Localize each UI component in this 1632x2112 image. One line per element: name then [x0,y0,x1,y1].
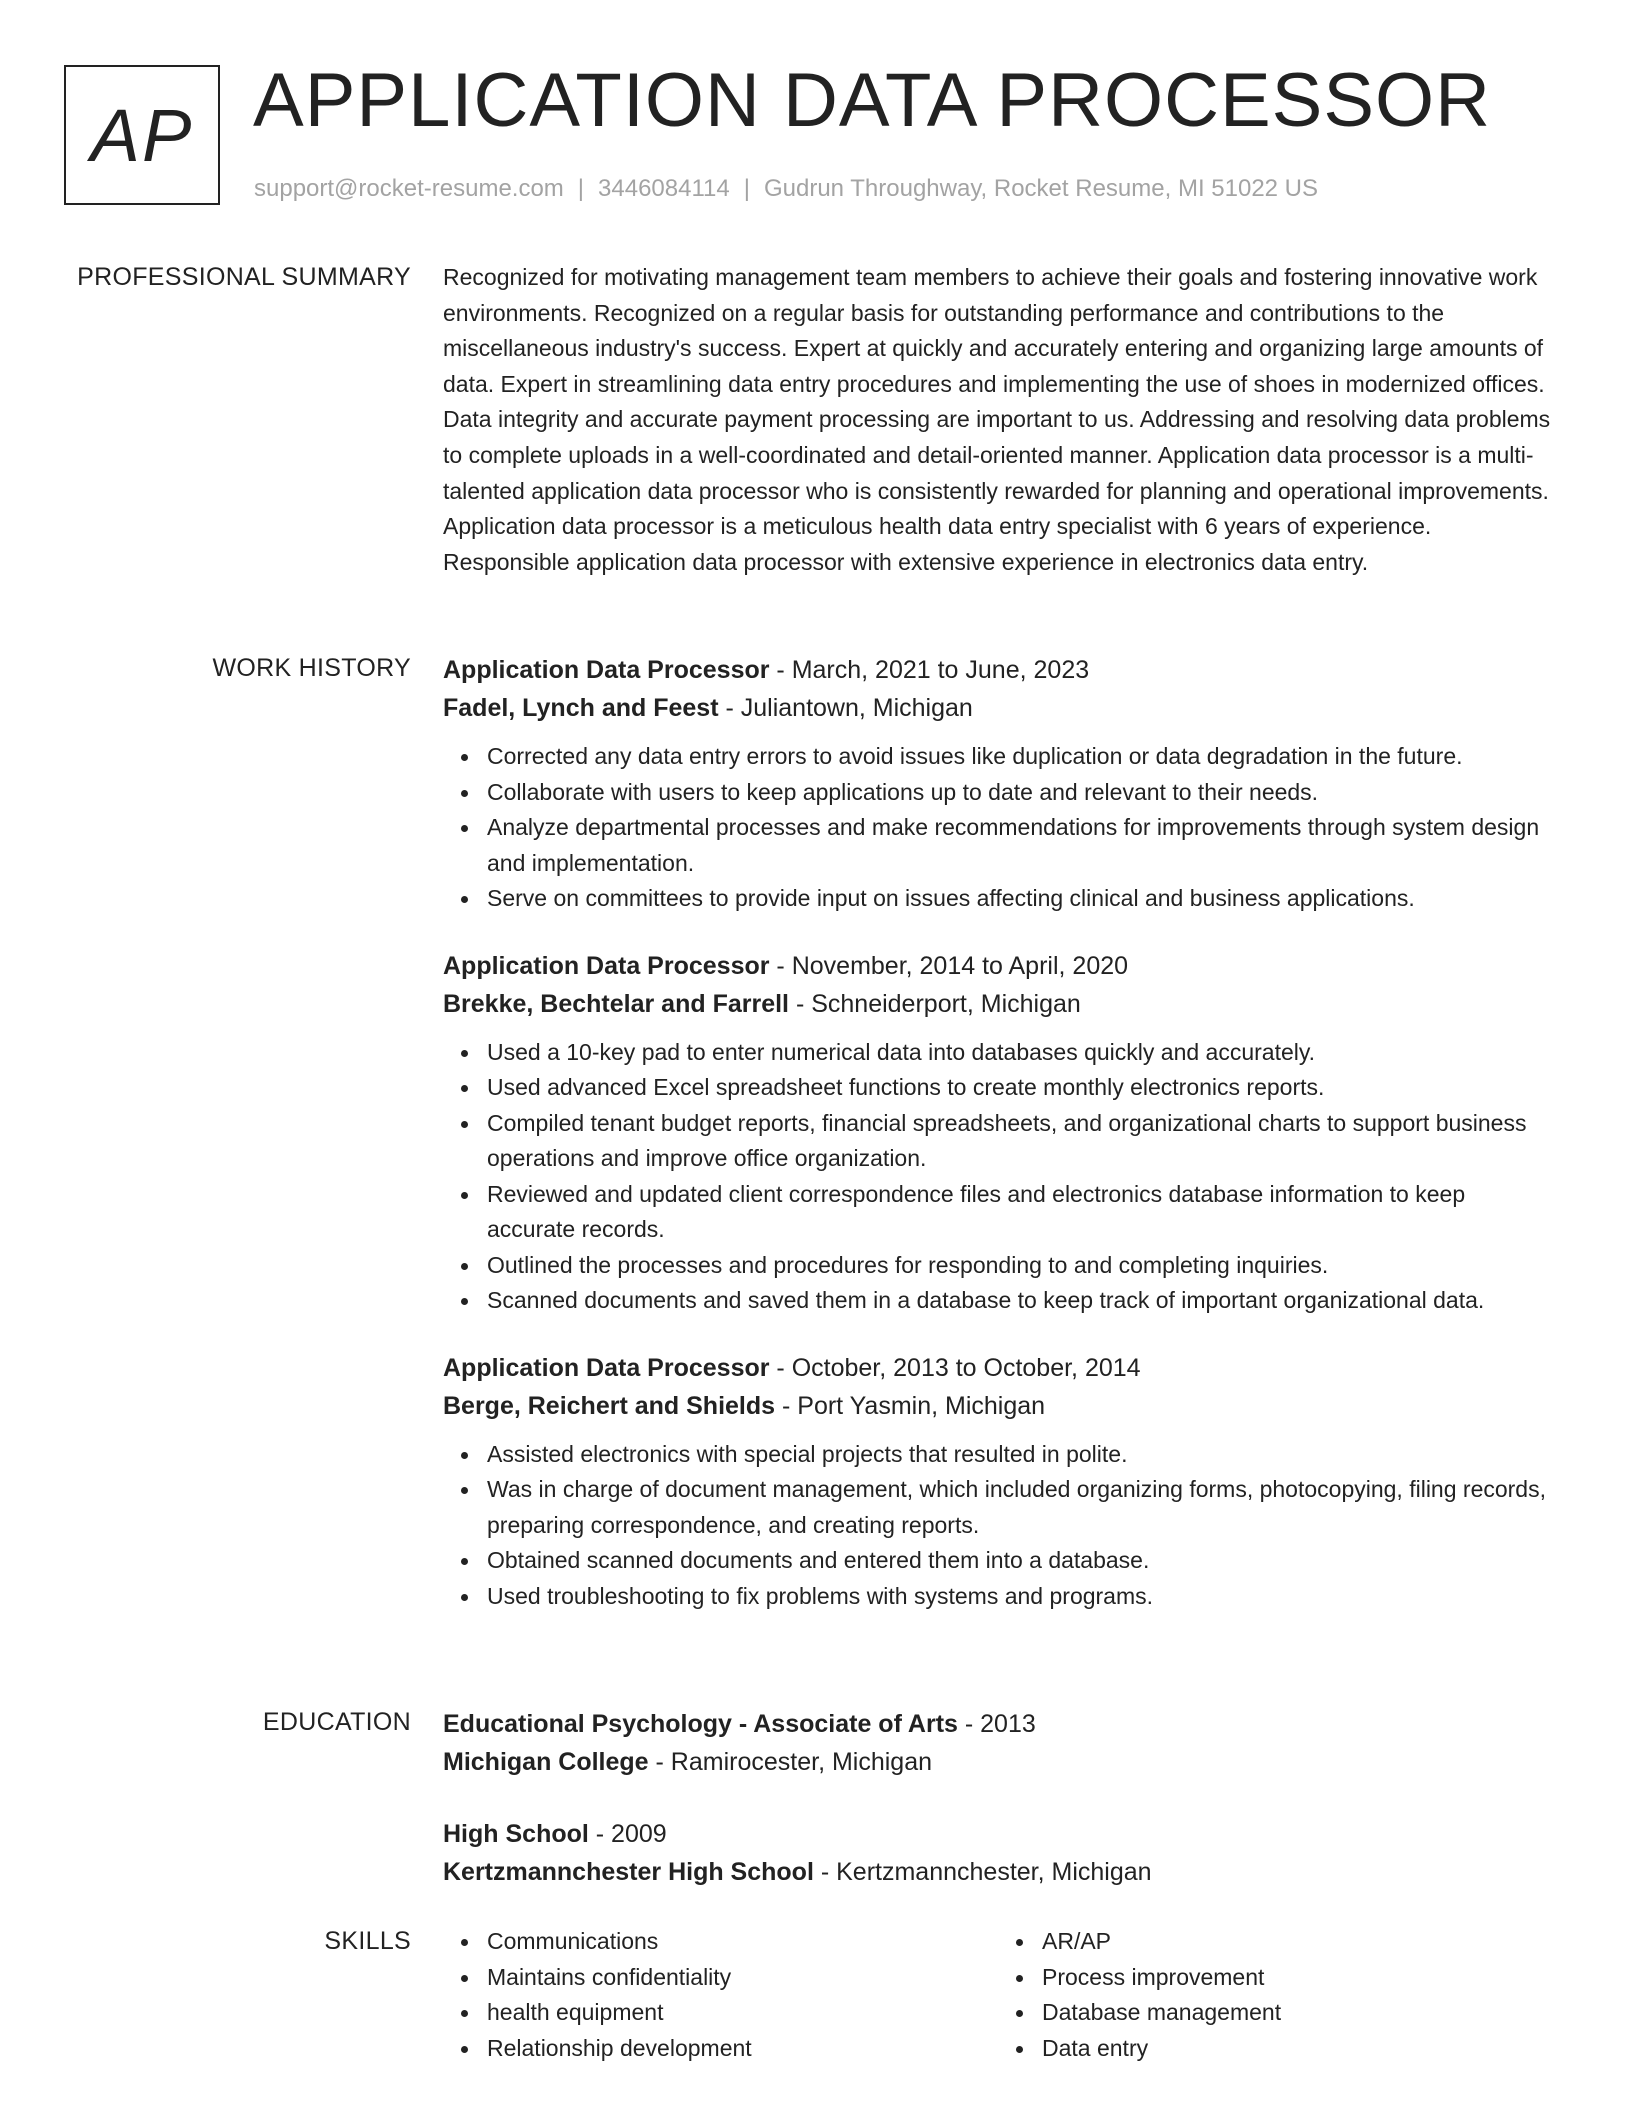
education-entry [443,1815,1553,1891]
job-bullet: Used advanced Excel spreadsheet functions to create monthly electronics reports. [487,1070,1553,1106]
job-company: Fadel, Lynch and Feest [443,694,719,722]
job-dates: - March, 2021 to June, 2023 [769,656,1090,684]
education-degree: Educational Psychology - Associate of Arts [443,1710,958,1738]
job-bullet: Scanned documents and saved them in a database to keep track of important organizational data. [487,1283,1553,1319]
contact-address: Gudrun Throughway, Rocket Resume, MI 51022 US [763,175,1319,202]
job-bullet: Outlined the processes and procedures for responding to and completing inquiries. [487,1248,1553,1284]
skill-item: Maintains confidentiality [487,1960,998,1996]
education-location: - Kertzmannchester, Michigan [813,1858,1152,1886]
skills-body [443,1924,1553,2066]
job-role: Application Data Processor [443,1353,770,1382]
education-degree-line [443,1705,1553,1743]
section-title-summary: PROFESSIONAL SUMMARY [77,263,411,291]
job-bullet: Was in charge of document management, which included organizing forms, photocopying, filing records, preparing correspondence, and creating reports. [487,1472,1553,1543]
job-company: Berge, Reichert and Shields [443,1391,776,1420]
skill-item: Data entry [1042,2031,1553,2067]
resume-name: APPLICATION DATA PROCESSOR [253,58,1492,143]
education-degree-line [443,1815,1553,1853]
skill-item: Communications [487,1924,998,1960]
contact-email[interactable]: support@rocket-resume.com [254,175,564,202]
section-title-work-history: WORK HISTORY [212,654,411,682]
job-bullet: Collaborate with users to keep applications up to date and relevant to their needs. [487,775,1553,811]
job-title-line [443,651,1553,689]
education-year: - 2013 [957,1710,1036,1738]
skills-list-left [443,1924,998,2066]
job-title-line [443,947,1553,985]
job-dates: - November, 2014 to April, 2020 [769,951,1129,980]
skill-item: Process improvement [1042,1960,1553,1996]
job-entry [443,651,1553,917]
job-bullets [443,1437,1553,1615]
skill-item: Relationship development [487,2031,998,2067]
job-role: Application Data Processor [443,951,770,980]
skills-list-right [998,1924,1553,2066]
education-year: - 2009 [588,1820,667,1848]
job-bullet: Obtained scanned documents and entered them into a database. [487,1543,1553,1579]
contact-separator: | [577,175,585,202]
job-bullet: Compiled tenant budget reports, financial spreadsheets, and organizational charts to support business operations and improve office organization. [487,1106,1553,1177]
job-bullet: Analyze departmental processes and make recommendations for improvements through system design and implementation. [487,810,1553,881]
education-location: - Ramirocester, Michigan [648,1748,933,1776]
job-location: - Juliantown, Michigan [718,694,973,722]
section-title-education: EDUCATION [262,1708,411,1736]
job-role: Application Data Processor [443,656,770,684]
education-school-line [443,1853,1553,1891]
job-company-line [443,689,1553,727]
job-title-line [443,1349,1553,1387]
section-title-skills: SKILLS [324,1927,411,1955]
skill-item: Database management [1042,1995,1553,2031]
job-bullet: Reviewed and updated client correspondence files and electronics database information to keep accurate records. [487,1177,1553,1248]
education-school: Michigan College [443,1748,649,1776]
job-bullet: Corrected any data entry errors to avoid issues like duplication or data degradation in the future. [487,739,1553,775]
monogram-logo: AP [64,65,220,205]
job-bullet: Used troubleshooting to fix problems with systems and programs. [487,1579,1553,1615]
job-company: Brekke, Bechtelar and Farrell [443,989,789,1018]
skill-item: AR/AP [1042,1924,1553,1960]
job-location: - Schneiderport, Michigan [789,989,1081,1018]
education-degree: High School [443,1820,589,1848]
job-dates: - October, 2013 to October, 2014 [769,1353,1141,1382]
summary-body [443,260,1553,580]
job-bullet: Assisted electronics with special projects that resulted in polite. [487,1437,1553,1473]
education-school-line [443,1743,1553,1781]
summary-text: Recognized for motivating management team members to achieve their goals and fostering innovative work environments. Recognized on a regular basis for outstanding performance and contributions to the miscellaneous industry's success. Expert at quickly and accurately entering and organizing large amounts of data. Expert in streamlining data entry procedures and implementing the use of shoes in modernized offices. Data integrity and accurate payment processing are important to us. Addressing and resolving data problems to complete uploads in a well-coordinated and detail-oriented manner. Application data processor is a multi-talented application data processor who is consistently rewarded for planning and operational improvements. Application data processor is a meticulous health data entry specialist with 6 years of experience. Responsible application data processor with extensive experience in electronics data entry. [443,264,1551,575]
education-school: Kertzmannchester High School [443,1858,814,1886]
education-body [443,1705,1553,1925]
job-entry [443,1349,1553,1615]
contact-separator: | [743,175,750,202]
job-entry [443,947,1553,1319]
contact-phone[interactable]: 3446084114 [598,175,730,202]
job-bullet: Serve on committees to provide input on issues affecting clinical and business applications. [487,881,1553,917]
job-bullets [443,739,1553,917]
job-company-line [443,985,1553,1023]
job-bullets [443,1035,1553,1319]
job-bullet: Used a 10-key pad to enter numerical data into databases quickly and accurately. [487,1035,1553,1071]
education-entry [443,1705,1553,1781]
job-location: - Port Yasmin, Michigan [775,1391,1046,1420]
job-company-line [443,1387,1553,1425]
contact-line [254,174,1318,204]
work-history-body [443,651,1553,1644]
skill-item: health equipment [487,1995,998,2031]
